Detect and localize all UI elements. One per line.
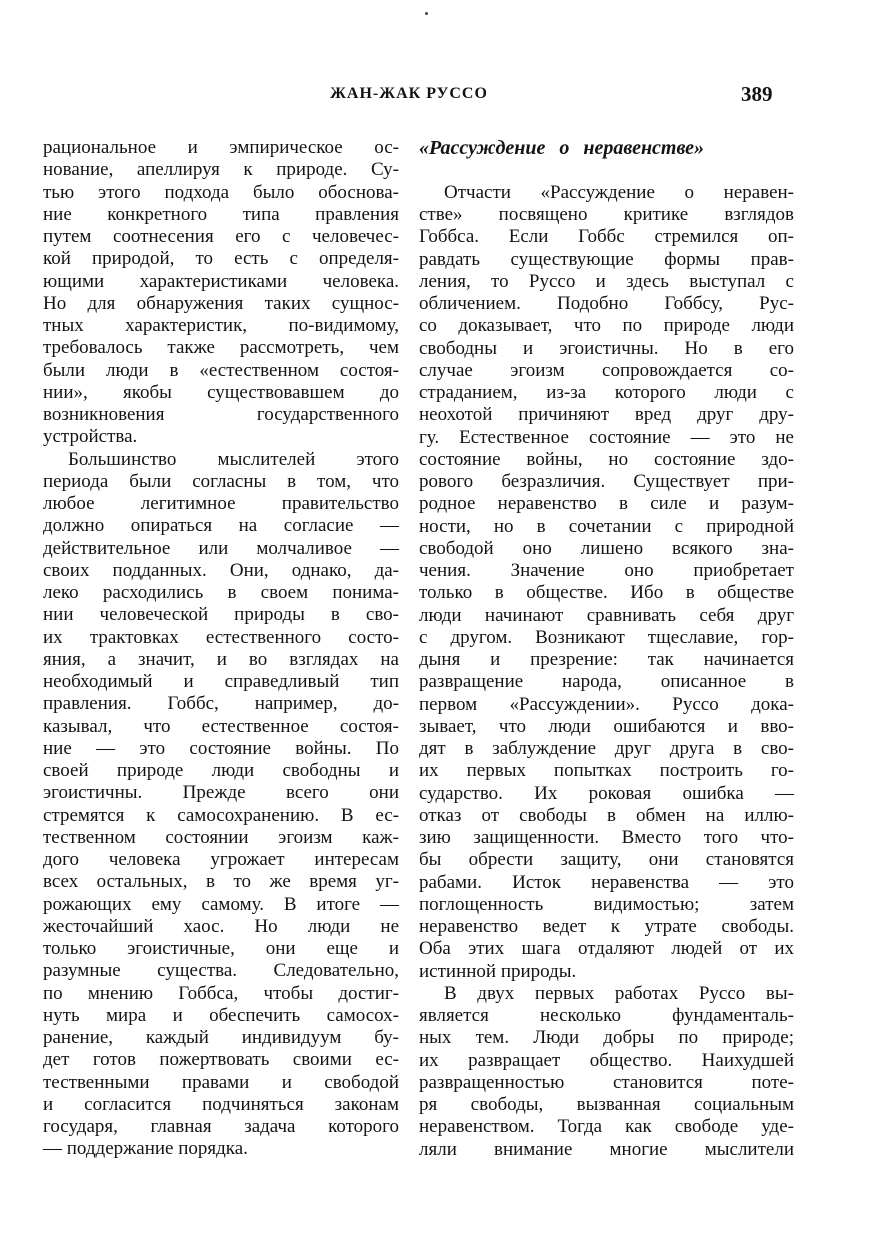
text-line: развращение народа, описанное в — [419, 671, 794, 693]
text-line: родное неравенство в силе и разум- — [419, 493, 794, 515]
text-line: требовалось также рассмотреть, чем — [43, 337, 399, 359]
running-head — [44, 85, 774, 103]
text-line: рового безразличия. Существует при- — [419, 471, 794, 493]
page-header-title: ЖАН-ЖАК РУССО — [330, 85, 488, 102]
text-line: ных тем. Люди добры по природе; — [419, 1027, 794, 1049]
text-line: В двух первых работах Руссо вы- — [444, 982, 794, 1004]
text-line: стве» посвящено критике взглядов — [419, 204, 794, 226]
text-line: со доказывает, что по природе люди — [419, 315, 794, 337]
text-line: путем соотнесения его с человечес- — [43, 226, 399, 247]
text-line: зывает, что люди ошибаются и вво- — [419, 715, 794, 737]
text-line: с другом. Возникают тщеславие, гор- — [419, 626, 794, 648]
text-line: ности, но в сочетании с природной — [419, 515, 794, 537]
text-line: стремятся к самосохранению. В ес- — [43, 804, 399, 826]
text-line: Большинство мыслителей этого — [68, 448, 399, 470]
text-line: состояние войны, но состояние здо- — [419, 448, 794, 470]
text-line: всех остальных, в то же время уг- — [43, 871, 399, 893]
text-line: чения. Значение оно приобретает — [419, 560, 794, 582]
text-line: дого человека угрожает интересам — [43, 849, 399, 870]
paragraph — [43, 449, 399, 1161]
text-line: правления. Гоббс, например, до- — [43, 693, 399, 715]
text-line: их первых попытках построить го- — [419, 760, 794, 782]
text-line: обличением. Подобно Гоббсу, Рус- — [419, 293, 794, 315]
text-line: жесточайший хаос. Но люди не — [43, 915, 399, 937]
scan-speck — [425, 12, 428, 15]
page-number: 389 — [741, 82, 773, 106]
text-line: рациональное и эмпирическое ос- — [43, 137, 399, 158]
paragraph — [419, 182, 794, 983]
text-line: ляли внимание многие мыслители — [419, 1138, 794, 1160]
text-line: является несколько фундаменталь- — [419, 1005, 794, 1027]
text-line: нии человеческой природы в сво- — [43, 604, 399, 626]
text-line: равдать существующие формы прав- — [419, 248, 794, 270]
text-line: их развращает общество. Наихудшей — [419, 1049, 794, 1071]
text-line: тественном состоянии эгоизм каж- — [43, 826, 399, 848]
text-line: отказ от свободы в обмен на иллю- — [419, 804, 794, 826]
text-line: ления, то Руссо и здесь выступал с — [419, 270, 794, 292]
paragraph — [43, 137, 399, 449]
text-line: люди начинают сравнивать себя друг — [419, 604, 794, 626]
text-line: неравенством. Тогда как свободе уде- — [419, 1116, 794, 1138]
text-line: казывал, что естественное состоя- — [43, 715, 399, 737]
text-line: нии», якобы существовавшем до — [43, 381, 399, 403]
text-line: ранение, каждый индивидуум бу- — [43, 1027, 399, 1048]
text-line: своих подданных. Они, однако, да- — [43, 559, 399, 581]
text-line: истинной природы. — [419, 960, 577, 982]
text-line: своей природе люди свободны и — [43, 760, 399, 781]
text-line: Оба этих шага отдаляют людей от их — [419, 938, 794, 960]
text-line: эгоистичны. Прежде всего они — [43, 782, 399, 804]
text-line: Отчасти «Рассуждение о неравен- — [444, 181, 794, 203]
text-line: яния, а значит, и во взглядах на — [43, 648, 399, 670]
text-line: Но для обнаружения таких сущнос- — [43, 292, 399, 314]
text-line: сударство. Их роковая ошибка — — [419, 782, 794, 804]
section-heading: «Рассуждение о неравенстве» — [419, 137, 705, 159]
text-line: страданием, из-за которого люди с — [419, 382, 794, 404]
text-line: неохотой причиняют вред друг дру- — [419, 404, 794, 426]
text-line: рабами. Исток неравенства — это — [419, 871, 794, 893]
text-line: любое легитимное правительство — [43, 493, 399, 514]
text-line: бы обрести защиту, они становятся — [419, 849, 794, 871]
text-line: должно опираться на согласие — — [43, 515, 399, 537]
text-line: необходимый и справедливый тип — [43, 671, 399, 692]
text-line: свободны и эгоистичны. Но в его — [419, 337, 794, 359]
text-line: и согласится подчиняться законам — [43, 1093, 399, 1115]
left-column — [43, 137, 399, 1161]
text-line: были люди в «естественном состоя- — [43, 359, 399, 381]
text-line: государя, главная задача которого — [43, 1116, 399, 1137]
text-line: только эгоистичные, они еще и — [43, 938, 399, 959]
text-line: дет готов пожертвовать своими ес- — [43, 1049, 399, 1071]
text-line: — поддержание порядка. — [43, 1138, 248, 1160]
text-line: ющими характеристиками человека. — [43, 270, 399, 292]
text-line: возникновения государственного — [43, 404, 399, 425]
text-line: нуть мира и обеспечить самосох- — [43, 1004, 399, 1026]
text-line: периода были согласны в том, что — [43, 470, 399, 492]
text-line: поглощенность видимостью; затем — [419, 893, 794, 915]
paragraph — [419, 983, 794, 1161]
text-line: разумные существа. Следовательно, — [43, 960, 399, 982]
text-line: тью этого подхода было обоснова- — [43, 181, 399, 203]
text-line: только в обществе. Ибо в обществе — [419, 582, 794, 604]
text-line: дыня и презрение: так начинается — [419, 649, 794, 671]
text-line: неравенство ведет к утрате свободы. — [419, 916, 794, 938]
text-line: тных характеристик, по-видимому, — [43, 315, 399, 336]
text-line: развращенностью становится поте- — [419, 1071, 794, 1093]
text-line: Гоббса. Если Гоббс стремился оп- — [419, 226, 794, 248]
text-line: действительное или молчаливое — — [43, 537, 399, 559]
text-line: тественными правами и свободой — [43, 1071, 399, 1093]
text-line: по мнению Гоббса, чтобы достиг- — [43, 982, 399, 1004]
right-column — [419, 137, 794, 1161]
text-line: ние — это состояние войны. По — [43, 737, 399, 759]
text-line: зию защищенности. Вместо того что- — [419, 827, 794, 849]
text-line: гу. Естественное состояние — это не — [419, 426, 794, 448]
text-line: их трактовках естественного состо- — [43, 626, 399, 648]
text-line: устройства. — [43, 426, 138, 448]
text-line: ря свободы, вызванная социальным — [419, 1094, 794, 1116]
text-line: рожающих ему самому. В итоге — — [43, 893, 399, 915]
text-line: нование, апеллируя к природе. Су- — [43, 159, 399, 181]
text-line: первом «Рассуждении». Руссо дока- — [419, 693, 794, 715]
text-line: свободой оно лишено всякого зна- — [419, 537, 794, 559]
text-line: ние конкретного типа правления — [43, 203, 399, 225]
text-line: случае эгоизм сопровождается со- — [419, 359, 794, 381]
text-line: леко расходились в своем понима- — [43, 582, 399, 603]
text-line: кой природой, то есть с определя- — [43, 248, 399, 270]
text-line: дят в заблуждение друг друга в сво- — [419, 738, 794, 760]
